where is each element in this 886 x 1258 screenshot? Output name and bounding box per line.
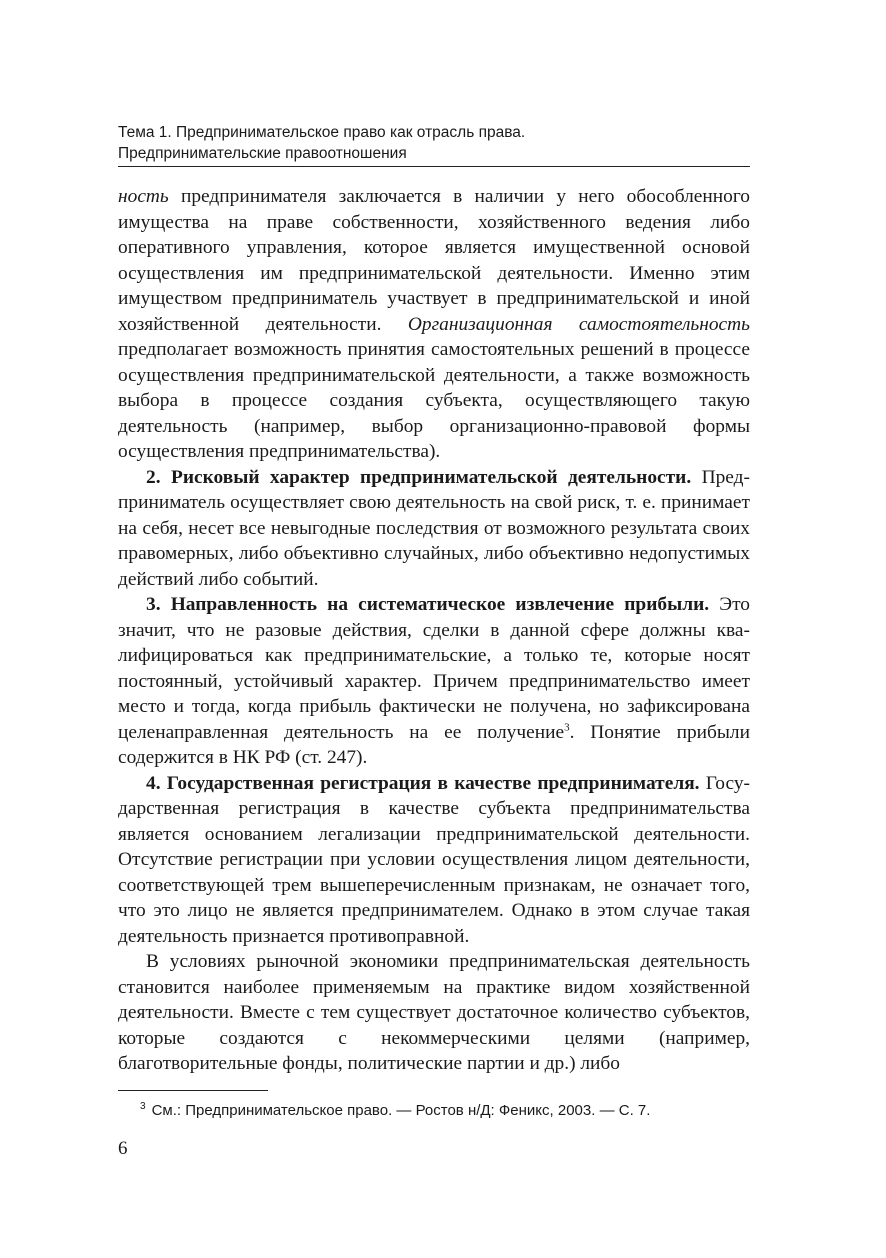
paragraph-profit [118, 592, 750, 771]
paragraph-continuation [118, 184, 750, 465]
running-head-line-1: Тема 1. Предпринимательское право как отрасль права. [118, 124, 526, 141]
footnote-number: 3 [140, 1101, 146, 1112]
italic-term: ность [118, 186, 169, 207]
italic-term: Организационная самостоятельность [407, 313, 750, 335]
paragraph-text: В условиях рыночной экономики предпринимательская деятельность становится наиболее применяемым на практике видом хозяйственной деятельности. Вместе с тем существует достаточное количество субъектов, которые создаются с некоммерческими целями (например, благотворительные фонды, политические партии и др.) либо [118, 951, 750, 1074]
paragraph-registration [118, 771, 750, 950]
paragraph-text: Предприниматель осуществляет свою деятельность на свой риск, т. е. принимает на себя, несет все невыгодные последствия от возможного результата своих правомерных, либо объективно случайных, либо объективно недопустимых действий либо событий. [118, 466, 750, 590]
paragraph-market-economy [118, 949, 750, 1077]
paragraph-text: . Понятие прибыли содержится в НК РФ (ст. 247). [118, 721, 750, 768]
page-number: 6 [118, 1138, 128, 1159]
header-divider [118, 166, 750, 167]
paragraph-risk [118, 465, 750, 593]
footnote-text: См.: Предпринимательское право. — Ростов н/Д: Феникс, 2003. — С. 7. [151, 1102, 651, 1119]
paragraph-text: Государственная регистрация в качестве субъекта предпринимательства является основанием легализации предпринимательской деятельности. Отсутствие регистрации при условии осуществления лицом деятельности, соответствующей трем вышеперечисленным признакам, не означает того, что это лицо не является предпринимателем. Однако в этом случае такая деятельность признается противоправной. [118, 772, 751, 947]
running-head-line-2: Предпринимательские правоотношения [118, 145, 407, 162]
body-text [118, 184, 750, 1077]
paragraph-text: Это значит, что не разовые действия, сделки в данной сфере должны квалифицироваться как предпринимательские, а только те, которые носят постоянный, устойчивый характер. Причем предпринимательство имеет место и тогда, когда прибыль фактически не получена, но зафиксирована целенаправленная деятельность на ее получение [118, 594, 750, 743]
footnote [140, 1101, 752, 1121]
paragraph-heading: 2. Рисковый характер предпринимательской деятельности. [146, 466, 692, 488]
paragraph-text: предполагает возможность принятия самостоятельных решений в процессе осуществления предпринимательской деятельности, а также возможность выбора в процессе создания субъекта, осуществляющего такую деятельность (например, выбор организационно-правовой формы осуществления предпринимательства). [118, 339, 750, 462]
paragraph-heading: 3. Направленность на систематическое извлечение прибыли. [146, 594, 710, 615]
footnote-divider [118, 1090, 268, 1091]
footnote-reference[interactable]: 3 [564, 721, 570, 734]
paragraph-heading: 4. Государственная регистрация в качестве предпринимателя. [146, 772, 700, 794]
running-head [118, 122, 750, 164]
paragraph-text: предпринимателя заключается в наличии у него обособленного имущества на праве собственности, хозяйственного ведения либо оперативного управления, которое является имущественной основой осуществления им предпринимательской деятельности. Именно этим имуществом предприниматель участвует в предпринимательской и иной хозяйственной деятельности. [118, 186, 750, 335]
